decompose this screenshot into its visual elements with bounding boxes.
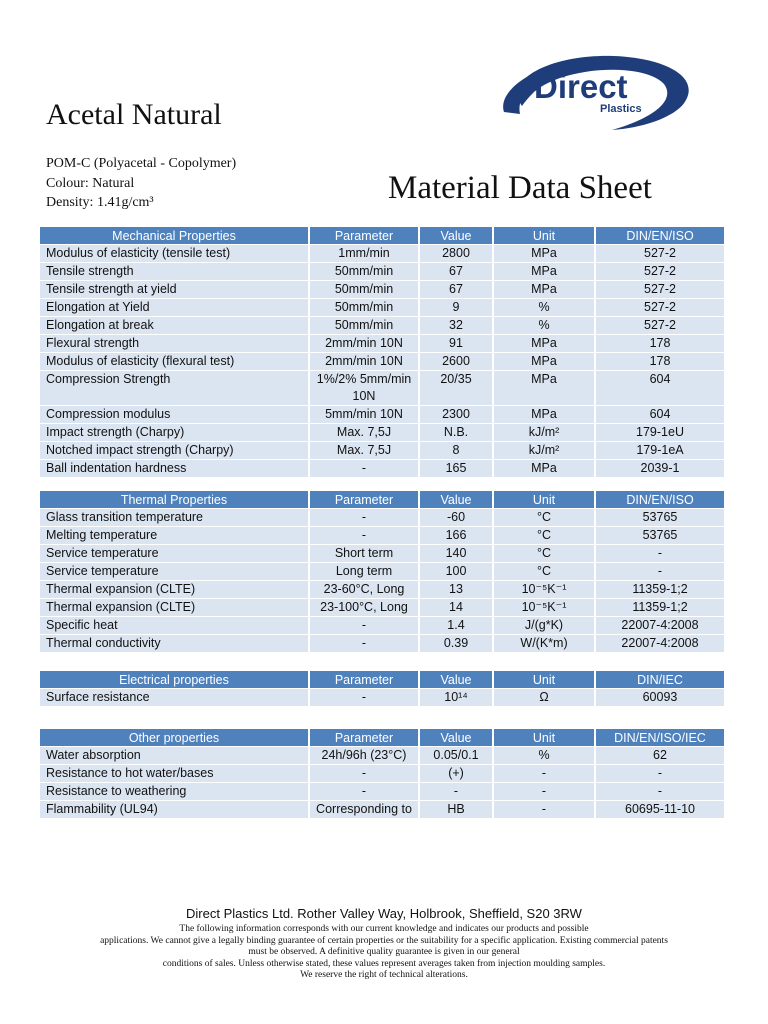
standard-cell: - (596, 764, 724, 782)
unit-cell: 10⁻⁵K⁻¹ (494, 598, 596, 616)
material-summary (46, 154, 236, 213)
parameter-cell: 23-60°C, Long (310, 580, 420, 598)
unit-cell: - (494, 782, 596, 800)
table-row (40, 526, 724, 544)
standard-cell: 527-2 (596, 298, 724, 316)
value-cell: 9 (420, 298, 494, 316)
value-cell: 1.4 (420, 616, 494, 634)
table-row (40, 459, 724, 477)
parameter-cell: 23-100°C, Long (310, 598, 420, 616)
value-cell: HB (420, 800, 494, 818)
property-name-cell: Service temperature (40, 562, 310, 580)
column-header-parameter: Parameter (310, 227, 420, 244)
column-header-standard: DIN/EN/ISO (596, 227, 724, 244)
parameter-cell: - (310, 764, 420, 782)
value-cell: 140 (420, 544, 494, 562)
value-cell: (+) (420, 764, 494, 782)
unit-cell: °C (494, 526, 596, 544)
logo-word: Direct (534, 68, 628, 105)
unit-cell: MPa (494, 459, 596, 477)
column-header-standard: DIN/EN/ISO (596, 491, 724, 508)
parameter-cell: Corresponding to (310, 800, 420, 818)
table-row (40, 405, 724, 423)
value-cell: 10¹⁴ (420, 688, 494, 706)
parameter-cell: 24h/96h (23°C) (310, 746, 420, 764)
parameter-cell: 2mm/min 10N (310, 352, 420, 370)
table-header-row (40, 227, 724, 244)
unit-cell: °C (494, 508, 596, 526)
logo-sub: Plastics (600, 103, 642, 115)
property-name-cell: Water absorption (40, 746, 310, 764)
parameter-cell: 50mm/min (310, 316, 420, 334)
value-cell: 2300 (420, 405, 494, 423)
value-cell: 20/35 (420, 370, 494, 405)
footer-note: We reserve the right of technical alterations. (300, 970, 468, 980)
table-row (40, 544, 724, 562)
column-header-parameter: Parameter (310, 491, 420, 508)
property-name-cell: Elongation at Yield (40, 298, 310, 316)
mechanical-table (40, 227, 724, 477)
table-row (40, 370, 724, 405)
standard-cell: 604 (596, 370, 724, 405)
value-cell: 32 (420, 316, 494, 334)
table-row (40, 316, 724, 334)
table-row (40, 262, 724, 280)
property-name-cell: Impact strength (Charpy) (40, 423, 310, 441)
value-cell: -60 (420, 508, 494, 526)
value-cell: - (420, 782, 494, 800)
sheet-title: Material Data Sheet (388, 170, 652, 206)
table-row (40, 782, 724, 800)
footer (40, 906, 728, 982)
standard-cell: 527-2 (596, 244, 724, 262)
parameter-cell: Long term (310, 562, 420, 580)
property-name-cell: Thermal expansion (CLTE) (40, 598, 310, 616)
standard-cell: 11359-1;2 (596, 580, 724, 598)
property-name-cell: Resistance to hot water/bases (40, 764, 310, 782)
standard-cell: 604 (596, 405, 724, 423)
standard-cell: 62 (596, 746, 724, 764)
footer-note: The following information corresponds with our current knowledge and indicates our products and possible (179, 924, 589, 934)
value-cell: 91 (420, 334, 494, 352)
other-table (40, 729, 724, 818)
table-header-row (40, 729, 724, 746)
standard-cell: 178 (596, 334, 724, 352)
unit-cell: 10⁻⁵K⁻¹ (494, 580, 596, 598)
table-row (40, 764, 724, 782)
column-header-standard: DIN/IEC (596, 671, 724, 688)
unit-cell: % (494, 298, 596, 316)
standard-cell: 179-1eA (596, 441, 724, 459)
table-row (40, 746, 724, 764)
material-type: POM-C (Polyacetal - Copolymer) (46, 156, 237, 171)
standard-cell: 11359-1;2 (596, 598, 724, 616)
column-header-parameter: Parameter (310, 729, 420, 746)
column-header-value: Value (420, 729, 494, 746)
value-cell: 67 (420, 280, 494, 298)
table-row (40, 423, 724, 441)
column-header-unit: Unit (494, 227, 596, 244)
table-row (40, 634, 724, 652)
property-name-cell: Compression modulus (40, 405, 310, 423)
parameter-cell: 1%/2% 5mm/min 10N (310, 370, 420, 405)
parameter-cell: 1mm/min (310, 244, 420, 262)
property-name-cell: Modulus of elasticity (tensile test) (40, 244, 310, 262)
unit-cell: MPa (494, 244, 596, 262)
unit-cell: °C (494, 544, 596, 562)
column-header-value: Value (420, 671, 494, 688)
standard-cell: - (596, 562, 724, 580)
material-colour: Colour: Natural (46, 175, 135, 191)
property-name-cell: Thermal expansion (CLTE) (40, 580, 310, 598)
value-cell: 8 (420, 441, 494, 459)
column-header-property-name: Mechanical Properties (40, 227, 310, 244)
table-row (40, 298, 724, 316)
property-name-cell: Tensile strength at yield (40, 280, 310, 298)
table-row (40, 508, 724, 526)
material-density: Density: 1.41g/cm³ (46, 195, 154, 210)
table-row (40, 280, 724, 298)
footer-note: must be observed. A definitive quality guarantee is given in our general (248, 947, 520, 957)
parameter-cell: 50mm/min (310, 280, 420, 298)
unit-cell: kJ/m² (494, 441, 596, 459)
value-cell: 13 (420, 580, 494, 598)
table-row (40, 352, 724, 370)
standard-cell: - (596, 544, 724, 562)
unit-cell: MPa (494, 280, 596, 298)
page-title: Acetal Natural (46, 98, 222, 131)
value-cell: 14 (420, 598, 494, 616)
table-header-row (40, 671, 724, 688)
property-name-cell: Modulus of elasticity (flexural test) (40, 352, 310, 370)
direct-plastics-logo (494, 48, 694, 132)
table-header-row (40, 491, 724, 508)
footer-address: Direct Plastics Ltd. Rother Valley Way, Holbrook, Sheffield, S20 3RW (186, 906, 582, 921)
footer-note: conditions of sales. Unless otherwise stated, these values represent averages taken from injection moulding samples. (162, 958, 606, 969)
unit-cell: - (494, 800, 596, 818)
parameter-cell: 2mm/min 10N (310, 334, 420, 352)
column-header-property-name: Thermal Properties (40, 491, 310, 508)
table-row (40, 334, 724, 352)
unit-cell: MPa (494, 370, 596, 405)
electrical-table (40, 671, 724, 706)
property-name-cell: Tensile strength (40, 262, 310, 280)
column-header-unit: Unit (494, 491, 596, 508)
parameter-cell: Short term (310, 544, 420, 562)
unit-cell: °C (494, 562, 596, 580)
value-cell: 0.05/0.1 (420, 746, 494, 764)
standard-cell: 527-2 (596, 280, 724, 298)
thermal-table (40, 491, 724, 652)
parameter-cell: Max. 7,5J (310, 423, 420, 441)
table-row (40, 598, 724, 616)
value-cell: 2600 (420, 352, 494, 370)
parameter-cell: - (310, 782, 420, 800)
parameter-cell: - (310, 508, 420, 526)
property-name-cell: Glass transition temperature (40, 508, 310, 526)
table-row (40, 616, 724, 634)
parameter-cell: 50mm/min (310, 298, 420, 316)
parameter-cell: Max. 7,5J (310, 441, 420, 459)
footer-note: applications. We cannot give a legally binding guarantee of certain properties or the suitability for a specific application. Existing commercial patents (100, 935, 668, 946)
table-row (40, 800, 724, 818)
standard-cell: 2039-1 (596, 459, 724, 477)
unit-cell: % (494, 316, 596, 334)
column-header-value: Value (420, 491, 494, 508)
parameter-cell: 50mm/min (310, 262, 420, 280)
property-name-cell: Flammability (UL94) (40, 800, 310, 818)
table-row (40, 562, 724, 580)
parameter-cell: - (310, 526, 420, 544)
unit-cell: MPa (494, 352, 596, 370)
table-row (40, 688, 724, 706)
standard-cell: 527-2 (596, 262, 724, 280)
standard-cell: 60695-11-10 (596, 800, 724, 818)
standard-cell: - (596, 782, 724, 800)
parameter-cell: - (310, 459, 420, 477)
standard-cell: 22007-4:2008 (596, 616, 724, 634)
property-name-cell: Thermal conductivity (40, 634, 310, 652)
standard-cell: 53765 (596, 526, 724, 544)
property-name-cell: Notched impact strength (Charpy) (40, 441, 310, 459)
parameter-cell: 5mm/min 10N (310, 405, 420, 423)
value-cell: N.B. (420, 423, 494, 441)
property-name-cell: Surface resistance (40, 688, 310, 706)
unit-cell: J/(g*K) (494, 616, 596, 634)
value-cell: 2800 (420, 244, 494, 262)
value-cell: 166 (420, 526, 494, 544)
table-row (40, 580, 724, 598)
standard-cell: 178 (596, 352, 724, 370)
property-name-cell: Flexural strength (40, 334, 310, 352)
column-header-value: Value (420, 227, 494, 244)
unit-cell: - (494, 764, 596, 782)
column-header-property-name: Electrical properties (40, 671, 310, 688)
standard-cell: 22007-4:2008 (596, 634, 724, 652)
unit-cell: % (494, 746, 596, 764)
value-cell: 100 (420, 562, 494, 580)
parameter-cell: - (310, 616, 420, 634)
property-name-cell: Ball indentation hardness (40, 459, 310, 477)
standard-cell: 53765 (596, 508, 724, 526)
value-cell: 165 (420, 459, 494, 477)
property-name-cell: Elongation at break (40, 316, 310, 334)
value-cell: 0.39 (420, 634, 494, 652)
parameter-cell: - (310, 634, 420, 652)
unit-cell: MPa (494, 405, 596, 423)
unit-cell: Ω (494, 688, 596, 706)
standard-cell: 527-2 (596, 316, 724, 334)
parameter-cell: - (310, 688, 420, 706)
standard-cell: 179-1eU (596, 423, 724, 441)
column-header-unit: Unit (494, 729, 596, 746)
table-row (40, 441, 724, 459)
property-name-cell: Specific heat (40, 616, 310, 634)
column-header-standard: DIN/EN/ISO/IEC (596, 729, 724, 746)
column-header-property-name: Other properties (40, 729, 310, 746)
unit-cell: MPa (494, 334, 596, 352)
property-name-cell: Melting temperature (40, 526, 310, 544)
table-row (40, 244, 724, 262)
column-header-unit: Unit (494, 671, 596, 688)
property-name-cell: Resistance to weathering (40, 782, 310, 800)
property-name-cell: Compression Strength (40, 370, 310, 405)
unit-cell: kJ/m² (494, 423, 596, 441)
property-name-cell: Service temperature (40, 544, 310, 562)
value-cell: 67 (420, 262, 494, 280)
unit-cell: MPa (494, 262, 596, 280)
unit-cell: W/(K*m) (494, 634, 596, 652)
column-header-parameter: Parameter (310, 671, 420, 688)
standard-cell: 60093 (596, 688, 724, 706)
